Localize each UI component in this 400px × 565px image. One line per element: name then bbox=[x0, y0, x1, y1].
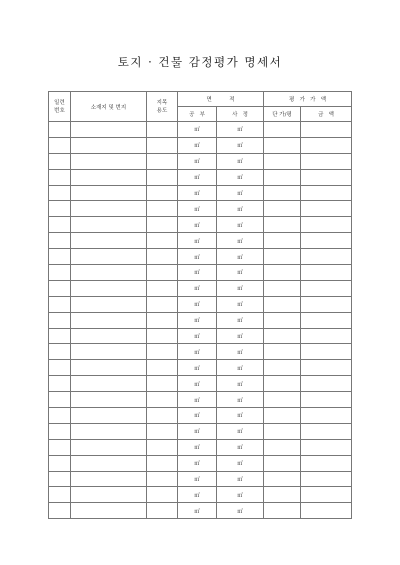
serial-no-cell[interactable] bbox=[49, 487, 71, 503]
amount-cell[interactable] bbox=[301, 153, 352, 169]
unit-price-cell[interactable] bbox=[264, 233, 301, 249]
location-cell[interactable] bbox=[71, 122, 147, 138]
appraisal-table bbox=[48, 91, 352, 519]
serial-no-cell[interactable] bbox=[49, 296, 71, 312]
amount-cell[interactable] bbox=[301, 455, 352, 471]
area-actual-cell[interactable] bbox=[217, 328, 264, 344]
unit-price-cell[interactable] bbox=[264, 392, 301, 408]
serial-no-cell[interactable] bbox=[49, 280, 71, 296]
land-use-cell[interactable] bbox=[147, 439, 178, 455]
land-use-cell[interactable] bbox=[147, 487, 178, 503]
land-use-cell[interactable] bbox=[147, 408, 178, 424]
serial-no-cell[interactable] bbox=[49, 312, 71, 328]
location-cell[interactable] bbox=[71, 201, 147, 217]
land-use-cell[interactable] bbox=[147, 296, 178, 312]
table-row bbox=[49, 169, 352, 185]
land-use-cell[interactable] bbox=[147, 185, 178, 201]
location-cell[interactable] bbox=[71, 471, 147, 487]
area-actual-cell[interactable] bbox=[217, 137, 264, 153]
serial-no-cell[interactable] bbox=[49, 408, 71, 424]
table-row bbox=[49, 153, 352, 169]
land-use-cell[interactable] bbox=[147, 376, 178, 392]
location-cell[interactable] bbox=[71, 328, 147, 344]
unit-price-cell[interactable] bbox=[264, 137, 301, 153]
area-public-cell[interactable] bbox=[178, 185, 217, 201]
amount-cell[interactable] bbox=[301, 312, 352, 328]
area-public-cell[interactable] bbox=[178, 122, 217, 138]
area-unit-label: ㎡ bbox=[194, 365, 200, 372]
location-cell[interactable] bbox=[71, 455, 147, 471]
area-unit-label: ㎡ bbox=[194, 286, 200, 293]
land-use-cell[interactable] bbox=[147, 360, 178, 376]
location-cell[interactable] bbox=[71, 423, 147, 439]
location-cell[interactable] bbox=[71, 344, 147, 360]
table-row bbox=[49, 392, 352, 408]
serial-no-cell[interactable] bbox=[49, 328, 71, 344]
land-use-cell[interactable] bbox=[147, 280, 178, 296]
amount-cell[interactable] bbox=[301, 233, 352, 249]
unit-price-cell[interactable] bbox=[264, 185, 301, 201]
amount-cell[interactable] bbox=[301, 296, 352, 312]
area-unit-label: ㎡ bbox=[237, 334, 243, 341]
area-actual-cell[interactable] bbox=[217, 265, 264, 281]
area-unit-label: ㎡ bbox=[194, 254, 200, 261]
table-body bbox=[49, 122, 352, 519]
unit-price-cell[interactable] bbox=[264, 360, 301, 376]
amount-cell[interactable] bbox=[301, 360, 352, 376]
area-unit-label: ㎡ bbox=[194, 159, 200, 166]
area-actual-cell[interactable] bbox=[217, 487, 264, 503]
table-row bbox=[49, 503, 352, 519]
area-unit-label: ㎡ bbox=[194, 238, 200, 245]
area-unit-label: ㎡ bbox=[194, 397, 200, 404]
table-row bbox=[49, 408, 352, 424]
area-public-cell[interactable] bbox=[178, 360, 217, 376]
area-unit-label: ㎡ bbox=[194, 413, 200, 420]
serial-no-cell[interactable] bbox=[49, 233, 71, 249]
area-actual-cell[interactable] bbox=[217, 249, 264, 265]
land-use-cell[interactable] bbox=[147, 503, 178, 519]
area-unit-label: ㎡ bbox=[237, 222, 243, 229]
area-unit-label: ㎡ bbox=[237, 381, 243, 388]
area-unit-label: ㎡ bbox=[237, 318, 243, 325]
location-cell[interactable] bbox=[71, 439, 147, 455]
area-unit-label: ㎡ bbox=[194, 270, 200, 277]
amount-cell[interactable] bbox=[301, 265, 352, 281]
area-unit-label: ㎡ bbox=[237, 445, 243, 452]
serial-no-cell[interactable] bbox=[49, 344, 71, 360]
area-unit-label: ㎡ bbox=[194, 349, 200, 356]
area-unit-label: ㎡ bbox=[237, 191, 243, 197]
table-row bbox=[49, 423, 352, 439]
table-row bbox=[49, 233, 352, 249]
location-cell[interactable] bbox=[71, 312, 147, 328]
area-unit-label: ㎡ bbox=[237, 492, 243, 499]
unit-price-cell[interactable] bbox=[264, 217, 301, 233]
area-public-cell[interactable] bbox=[178, 249, 217, 265]
land-use-cell[interactable] bbox=[147, 137, 178, 153]
header-unit-price: 단 가/평 bbox=[264, 107, 301, 122]
header-area-actual: 사 정 bbox=[217, 107, 264, 122]
area-unit-label: ㎡ bbox=[237, 397, 243, 404]
location-cell[interactable] bbox=[71, 217, 147, 233]
unit-price-cell[interactable] bbox=[264, 153, 301, 169]
amount-cell[interactable] bbox=[301, 122, 352, 138]
area-unit-label: ㎡ bbox=[237, 477, 243, 484]
amount-cell[interactable] bbox=[301, 439, 352, 455]
unit-price-cell[interactable] bbox=[264, 471, 301, 487]
table-row bbox=[49, 360, 352, 376]
area-public-cell[interactable] bbox=[178, 328, 217, 344]
area-public-cell[interactable] bbox=[178, 376, 217, 392]
area-unit-label: ㎡ bbox=[237, 159, 243, 166]
serial-no-cell[interactable] bbox=[49, 392, 71, 408]
amount-cell[interactable] bbox=[301, 328, 352, 344]
serial-no-cell[interactable] bbox=[49, 153, 71, 169]
land-use-cell[interactable] bbox=[147, 249, 178, 265]
area-actual-cell[interactable] bbox=[217, 122, 264, 138]
land-use-cell[interactable] bbox=[147, 265, 178, 281]
table-row bbox=[49, 439, 352, 455]
location-cell[interactable] bbox=[71, 487, 147, 503]
serial-no-cell[interactable] bbox=[49, 455, 71, 471]
area-unit-label: ㎡ bbox=[237, 413, 243, 420]
unit-price-cell[interactable] bbox=[264, 344, 301, 360]
table-row bbox=[49, 217, 352, 233]
area-unit-label: ㎡ bbox=[194, 206, 200, 213]
unit-price-cell[interactable] bbox=[264, 487, 301, 503]
land-use-cell[interactable] bbox=[147, 455, 178, 471]
area-actual-cell[interactable] bbox=[217, 201, 264, 217]
unit-price-cell[interactable] bbox=[264, 455, 301, 471]
unit-price-cell[interactable] bbox=[264, 439, 301, 455]
table-row bbox=[49, 376, 352, 392]
table-row bbox=[49, 455, 352, 471]
area-actual-cell[interactable] bbox=[217, 217, 264, 233]
area-public-cell[interactable] bbox=[178, 137, 217, 153]
header-amount: 금 액 bbox=[301, 107, 352, 122]
area-public-cell[interactable] bbox=[178, 408, 217, 424]
area-actual-cell[interactable] bbox=[217, 423, 264, 439]
area-public-cell[interactable] bbox=[178, 439, 217, 455]
serial-no-cell[interactable] bbox=[49, 423, 71, 439]
unit-price-cell[interactable] bbox=[264, 201, 301, 217]
amount-cell[interactable] bbox=[301, 249, 352, 265]
unit-price-cell[interactable] bbox=[264, 122, 301, 138]
area-unit-label: ㎡ bbox=[194, 302, 200, 309]
amount-cell[interactable] bbox=[301, 487, 352, 503]
land-use-cell[interactable] bbox=[147, 471, 178, 487]
unit-price-cell[interactable] bbox=[264, 169, 301, 185]
area-unit-label: ㎡ bbox=[194, 461, 200, 468]
area-unit-label: ㎡ bbox=[237, 143, 243, 150]
land-use-cell[interactable] bbox=[147, 392, 178, 408]
header-location: 소재지 및 번지 bbox=[71, 92, 147, 122]
table-row bbox=[49, 344, 352, 360]
location-cell[interactable] bbox=[71, 376, 147, 392]
location-cell[interactable] bbox=[71, 360, 147, 376]
serial-no-cell[interactable] bbox=[49, 376, 71, 392]
unit-price-cell[interactable] bbox=[264, 296, 301, 312]
area-actual-cell[interactable] bbox=[217, 360, 264, 376]
location-cell[interactable] bbox=[71, 137, 147, 153]
land-use-cell[interactable] bbox=[147, 328, 178, 344]
serial-no-cell[interactable] bbox=[49, 137, 71, 153]
land-use-cell[interactable] bbox=[147, 201, 178, 217]
area-public-cell[interactable] bbox=[178, 169, 217, 185]
amount-cell[interactable] bbox=[301, 423, 352, 439]
unit-price-cell[interactable] bbox=[264, 280, 301, 296]
land-use-cell[interactable] bbox=[147, 344, 178, 360]
area-unit-label: ㎡ bbox=[194, 143, 200, 150]
area-unit-label: ㎡ bbox=[194, 508, 200, 515]
area-unit-label: ㎡ bbox=[194, 191, 200, 197]
area-unit-label: ㎡ bbox=[237, 508, 243, 515]
area-unit-label: ㎡ bbox=[237, 270, 243, 277]
area-unit-label: ㎡ bbox=[237, 349, 243, 356]
area-actual-cell[interactable] bbox=[217, 280, 264, 296]
area-actual-cell[interactable] bbox=[217, 408, 264, 424]
area-actual-cell[interactable] bbox=[217, 185, 264, 201]
unit-price-cell[interactable] bbox=[264, 249, 301, 265]
header-row-1 bbox=[49, 92, 352, 107]
area-unit-label: ㎡ bbox=[194, 429, 200, 436]
amount-cell[interactable] bbox=[301, 217, 352, 233]
area-unit-label: ㎡ bbox=[194, 381, 200, 388]
area-actual-cell[interactable] bbox=[217, 503, 264, 519]
table-row bbox=[49, 487, 352, 503]
amount-cell[interactable] bbox=[301, 344, 352, 360]
area-unit-label: ㎡ bbox=[237, 127, 243, 134]
serial-no-cell[interactable] bbox=[49, 217, 71, 233]
area-unit-label: ㎡ bbox=[237, 365, 243, 372]
area-unit-label: ㎡ bbox=[194, 445, 200, 452]
header-area-public: 공 부 bbox=[178, 107, 217, 122]
serial-no-cell[interactable] bbox=[49, 249, 71, 265]
area-actual-cell[interactable] bbox=[217, 153, 264, 169]
amount-cell[interactable] bbox=[301, 376, 352, 392]
unit-price-cell[interactable] bbox=[264, 376, 301, 392]
land-use-cell[interactable] bbox=[147, 233, 178, 249]
location-cell[interactable] bbox=[71, 265, 147, 281]
unit-price-cell[interactable] bbox=[264, 312, 301, 328]
location-cell[interactable] bbox=[71, 503, 147, 519]
area-public-cell[interactable] bbox=[178, 296, 217, 312]
amount-cell[interactable] bbox=[301, 185, 352, 201]
area-public-cell[interactable] bbox=[178, 312, 217, 328]
location-cell[interactable] bbox=[71, 249, 147, 265]
location-cell[interactable] bbox=[71, 233, 147, 249]
serial-no-cell[interactable] bbox=[49, 503, 71, 519]
serial-no-cell[interactable] bbox=[49, 439, 71, 455]
area-actual-cell[interactable] bbox=[217, 376, 264, 392]
area-unit-label: ㎡ bbox=[237, 286, 243, 293]
table-row bbox=[49, 296, 352, 312]
table-row bbox=[49, 265, 352, 281]
area-public-cell[interactable] bbox=[178, 280, 217, 296]
area-unit-label: ㎡ bbox=[237, 238, 243, 245]
amount-cell[interactable] bbox=[301, 408, 352, 424]
area-actual-cell[interactable] bbox=[217, 471, 264, 487]
table-row bbox=[49, 122, 352, 138]
land-use-cell[interactable] bbox=[147, 122, 178, 138]
area-public-cell[interactable] bbox=[178, 233, 217, 249]
amount-cell[interactable] bbox=[301, 137, 352, 153]
area-unit-label: ㎡ bbox=[194, 127, 200, 134]
land-use-cell[interactable] bbox=[147, 217, 178, 233]
area-unit-label: ㎡ bbox=[237, 254, 243, 261]
area-public-cell[interactable] bbox=[178, 455, 217, 471]
table-row bbox=[49, 328, 352, 344]
table-row bbox=[49, 185, 352, 201]
unit-price-cell[interactable] bbox=[264, 423, 301, 439]
table-row bbox=[49, 280, 352, 296]
amount-cell[interactable] bbox=[301, 392, 352, 408]
table-row bbox=[49, 137, 352, 153]
area-unit-label: ㎡ bbox=[194, 222, 200, 229]
land-use-cell[interactable] bbox=[147, 312, 178, 328]
area-actual-cell[interactable] bbox=[217, 392, 264, 408]
area-public-cell[interactable] bbox=[178, 265, 217, 281]
amount-cell[interactable] bbox=[301, 280, 352, 296]
location-cell[interactable] bbox=[71, 392, 147, 408]
area-public-cell[interactable] bbox=[178, 201, 217, 217]
serial-no-cell[interactable] bbox=[49, 471, 71, 487]
unit-price-cell[interactable] bbox=[264, 503, 301, 519]
location-cell[interactable] bbox=[71, 296, 147, 312]
area-public-cell[interactable] bbox=[178, 344, 217, 360]
location-cell[interactable] bbox=[71, 185, 147, 201]
header-appraisal: 평 가 가 액 bbox=[264, 92, 352, 107]
table-row bbox=[49, 312, 352, 328]
land-use-cell[interactable] bbox=[147, 153, 178, 169]
area-actual-cell[interactable] bbox=[217, 344, 264, 360]
area-public-cell[interactable] bbox=[178, 392, 217, 408]
header-land-use: 지목 용도 bbox=[147, 92, 178, 122]
area-actual-cell[interactable] bbox=[217, 439, 264, 455]
area-public-cell[interactable] bbox=[178, 153, 217, 169]
area-public-cell[interactable] bbox=[178, 503, 217, 519]
area-unit-label: ㎡ bbox=[237, 461, 243, 468]
document-title: 토지 · 건물 감정평가 명세서 bbox=[117, 55, 283, 69]
location-cell[interactable] bbox=[71, 280, 147, 296]
area-unit-label: ㎡ bbox=[194, 318, 200, 325]
serial-no-cell[interactable] bbox=[49, 201, 71, 217]
area-actual-cell[interactable] bbox=[217, 455, 264, 471]
amount-cell[interactable] bbox=[301, 471, 352, 487]
amount-cell[interactable] bbox=[301, 169, 352, 185]
location-cell[interactable] bbox=[71, 153, 147, 169]
land-use-cell[interactable] bbox=[147, 423, 178, 439]
area-actual-cell[interactable] bbox=[217, 296, 264, 312]
table-row bbox=[49, 249, 352, 265]
area-unit-label: ㎡ bbox=[237, 175, 243, 182]
serial-no-cell[interactable] bbox=[49, 122, 71, 138]
area-unit-label: ㎡ bbox=[194, 492, 200, 499]
land-use-cell[interactable] bbox=[147, 169, 178, 185]
area-public-cell[interactable] bbox=[178, 487, 217, 503]
serial-no-cell[interactable] bbox=[49, 169, 71, 185]
area-public-cell[interactable] bbox=[178, 423, 217, 439]
area-unit-label: ㎡ bbox=[237, 206, 243, 213]
location-cell[interactable] bbox=[71, 408, 147, 424]
location-cell[interactable] bbox=[71, 169, 147, 185]
unit-price-cell[interactable] bbox=[264, 265, 301, 281]
unit-price-cell[interactable] bbox=[264, 328, 301, 344]
area-public-cell[interactable] bbox=[178, 471, 217, 487]
header-area: 면 적 bbox=[178, 92, 264, 107]
area-actual-cell[interactable] bbox=[217, 233, 264, 249]
header-serial-no: 일련 번호 bbox=[49, 92, 71, 122]
serial-no-cell[interactable] bbox=[49, 185, 71, 201]
area-unit-label: ㎡ bbox=[194, 334, 200, 341]
amount-cell[interactable] bbox=[301, 503, 352, 519]
table-row bbox=[49, 201, 352, 217]
area-actual-cell[interactable] bbox=[217, 312, 264, 328]
unit-price-cell[interactable] bbox=[264, 408, 301, 424]
area-public-cell[interactable] bbox=[178, 217, 217, 233]
area-unit-label: ㎡ bbox=[237, 429, 243, 436]
area-unit-label: ㎡ bbox=[237, 302, 243, 309]
area-unit-label: ㎡ bbox=[194, 477, 200, 484]
amount-cell[interactable] bbox=[301, 201, 352, 217]
area-unit-label: ㎡ bbox=[194, 175, 200, 182]
serial-no-cell[interactable] bbox=[49, 265, 71, 281]
table-row bbox=[49, 471, 352, 487]
area-actual-cell[interactable] bbox=[217, 169, 264, 185]
serial-no-cell[interactable] bbox=[49, 360, 71, 376]
